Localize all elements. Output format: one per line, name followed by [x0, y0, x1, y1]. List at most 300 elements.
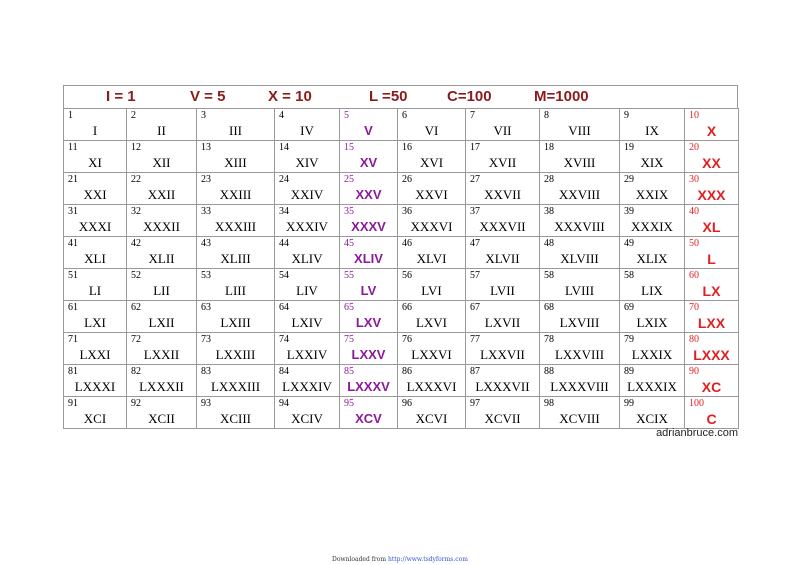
numeral-cell	[620, 333, 685, 365]
roman-numeral: LXV	[355, 315, 382, 330]
numeral-cell	[275, 397, 340, 429]
roman-numeral: XCVIII	[559, 411, 600, 426]
numeral-cell	[197, 301, 275, 333]
roman-numeral: XLIX	[636, 251, 668, 266]
roman-numeral: IV	[300, 123, 314, 138]
arabic-number: 90	[689, 366, 699, 377]
roman-numeral: LXXXI	[74, 379, 116, 394]
numeral-cell	[398, 397, 466, 429]
roman-numeral: XXXIV	[286, 219, 328, 234]
numeral-cell	[275, 109, 340, 141]
numeral-cell	[620, 109, 685, 141]
roman-numeral: XXXV	[351, 219, 386, 234]
arabic-number: 92	[131, 398, 141, 409]
roman-numeral: XVIII	[563, 155, 596, 170]
numeral-cell	[620, 173, 685, 205]
arabic-number: 27	[470, 174, 480, 185]
numeral-cell	[398, 365, 466, 397]
arabic-number: 15	[344, 142, 354, 153]
arabic-number: 69	[624, 302, 634, 313]
arabic-number: 84	[279, 366, 289, 377]
roman-numeral: XIX	[640, 155, 664, 170]
arabic-number: 86	[402, 366, 412, 377]
arabic-number: 35	[344, 206, 354, 217]
roman-numeral: XIV	[295, 155, 319, 170]
numeral-cell	[466, 269, 540, 301]
numeral-cell	[685, 205, 739, 237]
numeral-cell	[64, 397, 127, 429]
numeral-cell	[127, 173, 197, 205]
numeral-cell	[64, 333, 127, 365]
arabic-number: 29	[624, 174, 634, 185]
roman-numeral: III	[229, 123, 242, 138]
arabic-number: 11	[68, 142, 78, 153]
roman-numeral: LXXII	[143, 347, 180, 362]
roman-numeral: L	[707, 251, 716, 267]
arabic-number: 20	[689, 142, 699, 153]
arabic-number: 26	[402, 174, 412, 185]
arabic-number: 82	[131, 366, 141, 377]
roman-numeral: II	[157, 123, 166, 138]
numeral-cell	[340, 333, 398, 365]
arabic-number: 22	[131, 174, 141, 185]
arabic-number: 12	[131, 142, 141, 153]
arabic-number: 6	[402, 110, 407, 121]
numeral-cell	[64, 141, 127, 173]
arabic-number: 62	[131, 302, 141, 313]
roman-numeral: LIII	[225, 283, 246, 298]
roman-numeral: XXXIII	[214, 219, 257, 234]
roman-numeral: LXXIV	[286, 347, 328, 362]
roman-numeral: XLII	[148, 251, 175, 266]
roman-numeral: LXXXIX	[627, 379, 677, 394]
arabic-number: 23	[201, 174, 211, 185]
numeral-cell	[466, 237, 540, 269]
roman-numeral: XIII	[224, 155, 247, 170]
arabic-number: 10	[689, 110, 699, 121]
arabic-number: 79	[624, 334, 634, 345]
arabic-number: 30	[689, 174, 699, 185]
roman-numeral: XCIII	[219, 411, 252, 426]
table-row	[64, 173, 739, 205]
roman-numeral: XCV	[355, 411, 382, 426]
roman-numeral: XXXVIII	[554, 219, 605, 234]
numeral-cell	[197, 109, 275, 141]
roman-numeral: XXIV	[290, 187, 324, 202]
numeral-cell	[540, 397, 620, 429]
arabic-number: 44	[279, 238, 289, 249]
arabic-number: 83	[201, 366, 211, 377]
roman-numeral: XXXI	[78, 219, 112, 234]
arabic-number: 41	[68, 238, 78, 249]
roman-numeral: XXIX	[635, 187, 669, 202]
legend-item-i: I = 1	[106, 88, 136, 105]
arabic-number: 4	[279, 110, 284, 121]
roman-numeral: LXXXVII	[475, 379, 530, 394]
legend-item-x: X = 10	[268, 88, 312, 105]
arabic-number: 58	[624, 270, 634, 281]
numeral-cell	[64, 109, 127, 141]
numeral-cell	[127, 205, 197, 237]
arabic-number: 13	[201, 142, 211, 153]
arabic-number: 40	[689, 206, 699, 217]
roman-numeral: XCVI	[415, 411, 448, 426]
roman-numeral: LXIII	[220, 315, 251, 330]
numeral-cell	[685, 301, 739, 333]
arabic-number: 64	[279, 302, 289, 313]
numeral-cell	[540, 269, 620, 301]
roman-numeral: XCIX	[636, 411, 668, 426]
numeral-cell	[540, 333, 620, 365]
roman-numeral: XLIV	[291, 251, 323, 266]
arabic-number: 87	[470, 366, 480, 377]
roman-numeral: XLVIII	[560, 251, 599, 266]
numeral-cell	[340, 109, 398, 141]
numeral-cell	[64, 205, 127, 237]
roman-numeral: LXXXV	[347, 379, 390, 394]
arabic-number: 49	[624, 238, 634, 249]
numeral-cell	[685, 109, 739, 141]
roman-numeral: XVI	[419, 155, 444, 170]
arabic-number: 45	[344, 238, 354, 249]
roman-numeral: LXXVII	[480, 347, 525, 362]
roman-numeral: XI	[88, 155, 102, 170]
arabic-number: 91	[68, 398, 78, 409]
arabic-number: 94	[279, 398, 289, 409]
roman-numeral: LXXIII	[215, 347, 256, 362]
roman-numeral: LXVI	[415, 315, 448, 330]
numeral-cell	[127, 365, 197, 397]
roman-numeral: LIX	[641, 283, 663, 298]
roman-numeral: VIII	[568, 123, 591, 138]
arabic-number: 38	[544, 206, 554, 217]
numeral-cell	[466, 109, 540, 141]
arabic-number: 72	[131, 334, 141, 345]
arabic-number: 47	[470, 238, 480, 249]
table-row	[64, 141, 739, 173]
roman-numeral: XCI	[83, 411, 107, 426]
roman-numeral: IX	[645, 123, 659, 138]
roman-numeral: LXXIX	[631, 347, 673, 362]
numeral-cell	[127, 109, 197, 141]
arabic-number: 8	[544, 110, 549, 121]
numeral-cell	[685, 397, 739, 429]
numeral-cell	[685, 333, 739, 365]
arabic-number: 70	[689, 302, 699, 313]
legend-item-l: L =50	[369, 88, 408, 105]
roman-numeral: C	[706, 411, 717, 427]
numeral-cell	[340, 365, 398, 397]
numeral-cell	[398, 237, 466, 269]
arabic-number: 56	[402, 270, 412, 281]
arabic-number: 61	[68, 302, 78, 313]
numeral-cell	[340, 397, 398, 429]
numeral-cell	[466, 397, 540, 429]
footer-prefix: Downloaded from	[332, 556, 388, 563]
numeral-cell	[275, 173, 340, 205]
roman-numeral: XXV	[355, 187, 382, 202]
arabic-number: 9	[624, 110, 629, 121]
roman-numeral: XXXII	[143, 219, 180, 234]
arabic-number: 19	[624, 142, 634, 153]
table-body	[64, 109, 739, 429]
table-row	[64, 205, 739, 237]
numeral-cell	[127, 141, 197, 173]
roman-numeral: LI	[88, 283, 102, 298]
numeral-cell	[620, 365, 685, 397]
numeral-cell	[197, 205, 275, 237]
numeral-cell	[340, 301, 398, 333]
arabic-number: 89	[624, 366, 634, 377]
roman-numeral-chart	[63, 85, 738, 429]
roman-numeral: XXVI	[415, 187, 448, 202]
download-footer	[0, 556, 800, 563]
roman-numeral: XLIV	[354, 251, 383, 266]
site-credit: adrianbruce.com	[656, 427, 738, 439]
roman-numeral: LXIV	[291, 315, 323, 330]
roman-numeral: LVIII	[564, 283, 595, 298]
roman-numeral: LXXVI	[411, 347, 452, 362]
arabic-number: 58	[544, 270, 554, 281]
table-row	[64, 301, 739, 333]
arabic-number: 53	[201, 270, 211, 281]
roman-numeral: XL	[702, 219, 721, 235]
roman-numeral: LXXXII	[139, 379, 184, 394]
numeral-cell	[275, 141, 340, 173]
roman-numeral: XLI	[84, 251, 106, 266]
numeral-cell	[127, 269, 197, 301]
arabic-number: 63	[201, 302, 211, 313]
arabic-number: 36	[402, 206, 412, 217]
numeral-cell	[540, 109, 620, 141]
arabic-number: 43	[201, 238, 211, 249]
arabic-number: 57	[470, 270, 480, 281]
legend-item-c: C=100	[447, 88, 492, 105]
numeral-cell	[64, 173, 127, 205]
arabic-number: 31	[68, 206, 78, 217]
numeral-cell	[340, 173, 398, 205]
numeral-cell	[620, 301, 685, 333]
roman-numeral: LXXVIII	[554, 347, 605, 362]
roman-numeral: LXIX	[636, 315, 668, 330]
roman-numeral: V	[364, 123, 373, 138]
table-row	[64, 237, 739, 269]
arabic-number: 88	[544, 366, 554, 377]
numeral-cell	[64, 269, 127, 301]
numeral-cell	[340, 237, 398, 269]
numeral-cell	[540, 365, 620, 397]
roman-numeral: LVI	[421, 283, 442, 298]
roman-numeral: XXX	[697, 187, 726, 203]
numeral-cell	[540, 141, 620, 173]
numeral-cell	[197, 269, 275, 301]
numeral-cell	[275, 237, 340, 269]
arabic-number: 54	[279, 270, 289, 281]
table-row	[64, 365, 739, 397]
numeral-cell	[620, 237, 685, 269]
numeral-cell	[340, 269, 398, 301]
arabic-number: 76	[402, 334, 412, 345]
roman-numeral: LXX	[697, 315, 726, 331]
numeral-cell	[620, 269, 685, 301]
numeral-cell	[685, 269, 739, 301]
roman-numeral: LXVII	[484, 315, 521, 330]
arabic-number: 51	[68, 270, 78, 281]
numeral-cell	[340, 141, 398, 173]
roman-numeral: LXXXIII	[210, 379, 261, 394]
arabic-number: 55	[344, 270, 354, 281]
roman-numeral: LVII	[490, 283, 515, 298]
arabic-number: 96	[402, 398, 412, 409]
numeral-cell	[197, 365, 275, 397]
arabic-number: 74	[279, 334, 289, 345]
numeral-cell	[275, 205, 340, 237]
arabic-number: 34	[279, 206, 289, 217]
numeral-cell	[466, 141, 540, 173]
legend-bar	[63, 85, 738, 108]
numeral-cell	[64, 301, 127, 333]
numeral-cell	[685, 365, 739, 397]
arabic-number: 1	[68, 110, 73, 121]
roman-numeral: X	[706, 123, 717, 139]
arabic-number: 28	[544, 174, 554, 185]
arabic-number: 24	[279, 174, 289, 185]
roman-numeral: XLVII	[485, 251, 520, 266]
arabic-number: 18	[544, 142, 554, 153]
legend-item-m: M=1000	[534, 88, 589, 105]
numeral-cell	[540, 301, 620, 333]
arabic-number: 73	[201, 334, 211, 345]
roman-numeral: XXIII	[219, 187, 252, 202]
roman-numeral: VI	[424, 123, 439, 138]
numeral-cell	[127, 237, 197, 269]
roman-numeral: XXVIII	[558, 187, 601, 202]
roman-numeral: XV	[359, 155, 378, 170]
numeral-cell	[275, 269, 340, 301]
arabic-number: 33	[201, 206, 211, 217]
numeral-cell	[275, 365, 340, 397]
numeral-cell	[197, 237, 275, 269]
numeral-table	[63, 108, 739, 429]
footer-link[interactable]: http://www.tsdyforms.com	[388, 556, 468, 563]
arabic-number: 48	[544, 238, 554, 249]
numeral-cell	[398, 301, 466, 333]
arabic-number: 99	[624, 398, 634, 409]
numeral-cell	[540, 237, 620, 269]
arabic-number: 37	[470, 206, 480, 217]
numeral-cell	[398, 109, 466, 141]
roman-numeral: XXI	[83, 187, 107, 202]
arabic-number: 17	[470, 142, 480, 153]
roman-numeral: LXII	[148, 315, 175, 330]
arabic-number: 67	[470, 302, 480, 313]
arabic-number: 68	[544, 302, 554, 313]
numeral-cell	[685, 141, 739, 173]
arabic-number: 2	[131, 110, 136, 121]
arabic-number: 50	[689, 238, 699, 249]
arabic-number: 46	[402, 238, 412, 249]
arabic-number: 85	[344, 366, 354, 377]
numeral-cell	[398, 269, 466, 301]
numeral-cell	[127, 397, 197, 429]
roman-numeral: LV	[360, 283, 377, 298]
arabic-number: 77	[470, 334, 480, 345]
roman-numeral: LXXXIV	[282, 379, 332, 394]
arabic-number: 32	[131, 206, 141, 217]
arabic-number: 7	[470, 110, 475, 121]
arabic-number: 95	[344, 398, 354, 409]
numeral-cell	[685, 237, 739, 269]
numeral-cell	[64, 237, 127, 269]
numeral-cell	[466, 333, 540, 365]
arabic-number: 65	[344, 302, 354, 313]
roman-numeral: LII	[153, 283, 170, 298]
numeral-cell	[466, 365, 540, 397]
roman-numeral: XCIV	[291, 411, 323, 426]
numeral-cell	[64, 365, 127, 397]
roman-numeral: XXXVI	[410, 219, 453, 234]
table-row	[64, 269, 739, 301]
roman-numeral: XLIII	[220, 251, 251, 266]
roman-numeral: LXVIII	[559, 315, 600, 330]
arabic-number: 16	[402, 142, 412, 153]
numeral-cell	[398, 141, 466, 173]
roman-numeral: XCII	[148, 411, 175, 426]
roman-numeral: XVII	[488, 155, 517, 170]
roman-numeral: XXVII	[484, 187, 521, 202]
numeral-cell	[620, 141, 685, 173]
arabic-number: 14	[279, 142, 289, 153]
arabic-number: 5	[344, 110, 349, 121]
arabic-number: 97	[470, 398, 480, 409]
numeral-cell	[340, 205, 398, 237]
numeral-cell	[620, 205, 685, 237]
arabic-number: 93	[201, 398, 211, 409]
numeral-cell	[685, 173, 739, 205]
roman-numeral: LXI	[84, 315, 106, 330]
roman-numeral: XXXIX	[631, 219, 673, 234]
numeral-cell	[540, 173, 620, 205]
arabic-number: 80	[689, 334, 699, 345]
arabic-number: 100	[689, 398, 704, 409]
roman-numeral: LXXX	[693, 347, 730, 363]
roman-numeral: LXXI	[79, 347, 111, 362]
legend-item-v: V = 5	[190, 88, 226, 105]
arabic-number: 21	[68, 174, 78, 185]
roman-numeral: XXII	[147, 187, 176, 202]
numeral-cell	[127, 333, 197, 365]
numeral-cell	[275, 301, 340, 333]
numeral-cell	[197, 173, 275, 205]
numeral-cell	[275, 333, 340, 365]
arabic-number: 98	[544, 398, 554, 409]
table-row	[64, 109, 739, 141]
arabic-number: 66	[402, 302, 412, 313]
numeral-cell	[398, 333, 466, 365]
roman-numeral: VII	[493, 123, 512, 138]
table-row	[64, 333, 739, 365]
roman-numeral: LXXXVI	[406, 379, 457, 394]
arabic-number: 39	[624, 206, 634, 217]
roman-numeral: LXXV	[351, 347, 386, 362]
roman-numeral: XXXVII	[479, 219, 526, 234]
numeral-cell	[540, 205, 620, 237]
arabic-number: 60	[689, 270, 699, 281]
roman-numeral: LX	[702, 283, 721, 299]
numeral-cell	[466, 205, 540, 237]
numeral-cell	[398, 173, 466, 205]
arabic-number: 78	[544, 334, 554, 345]
